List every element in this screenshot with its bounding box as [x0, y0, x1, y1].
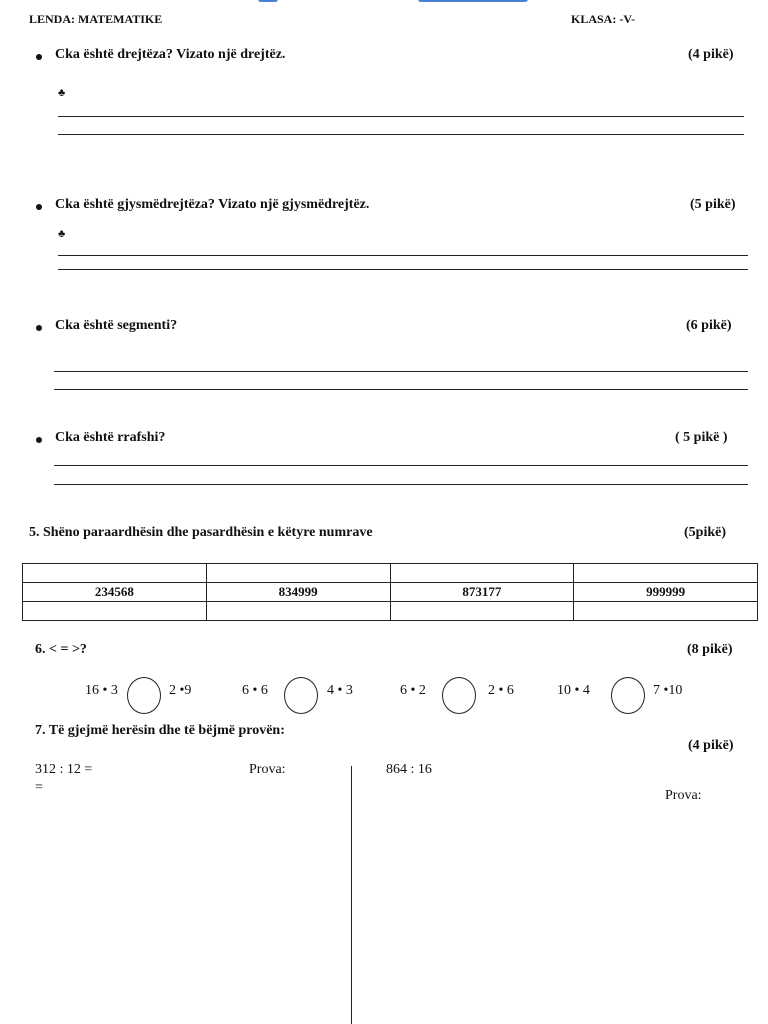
comparison-left: 6 • 2: [400, 683, 426, 698]
question-4-points: ( 5 pikë ): [675, 430, 728, 445]
answer-line[interactable]: [58, 134, 744, 135]
subject-label: LENDA: MATEMATIKE: [29, 12, 163, 26]
number-cell: 834999: [206, 583, 390, 602]
header-decoration: [418, 0, 528, 2]
number-cell: 873177: [390, 583, 574, 602]
question-5-title: 5. Shëno paraardhësin dhe pasardhësin e këtyre numrave: [29, 525, 373, 540]
bullet: [36, 204, 42, 210]
question-3-text: Cka është segmenti?: [55, 318, 178, 333]
bullet: [36, 54, 42, 60]
comparison-circle[interactable]: [127, 677, 161, 714]
question-3-points: (6 pikë): [686, 318, 732, 333]
bullet: [36, 437, 42, 443]
answer-cell[interactable]: [390, 564, 574, 583]
club-marker: ♣: [58, 228, 66, 240]
answer-cell[interactable]: [23, 602, 207, 621]
answer-line[interactable]: [54, 389, 748, 390]
comparison-circle[interactable]: [284, 677, 318, 714]
comparison-left: 16 • 3: [85, 683, 118, 698]
question-2-text: Cka është gjysmëdrejtëza? Vizato një gjysmëdrejtëz.: [55, 197, 370, 212]
bullet: [36, 325, 42, 331]
answer-line[interactable]: [58, 255, 748, 256]
answer-line[interactable]: [54, 465, 748, 466]
number-cell: 999999: [574, 583, 758, 602]
question-6-points: (8 pikë): [687, 642, 733, 657]
comparison-right: 7 •10: [653, 683, 683, 698]
check-label-left: Prova:: [249, 762, 286, 777]
answer-cell[interactable]: [206, 564, 390, 583]
question-2-points: (5 pikë): [690, 197, 736, 212]
number-cell: 234568: [23, 583, 207, 602]
answer-line[interactable]: [58, 269, 748, 270]
successor-row: [23, 602, 758, 621]
answer-cell[interactable]: [574, 602, 758, 621]
question-4-text: Cka është rrafshi?: [55, 430, 166, 445]
answer-cell[interactable]: [390, 602, 574, 621]
question-1-text: Cka është drejtëza? Vizato një drejtëz.: [55, 47, 286, 62]
question-7-points: (4 pikë): [688, 738, 734, 753]
header-decoration: [258, 0, 278, 2]
question-5-points: (5pikë): [684, 525, 726, 540]
comparison-circle[interactable]: [442, 677, 476, 714]
divider-line: [351, 766, 352, 1024]
division-expression-right: 864 : 16: [386, 762, 432, 777]
question-7-title: 7. Të gjejmë herësin dhe të bëjmë provën:: [35, 723, 285, 738]
division-equals: =: [35, 780, 43, 795]
answer-cell[interactable]: [23, 564, 207, 583]
answer-line[interactable]: [54, 484, 748, 485]
comparison-right: 4 • 3: [327, 683, 353, 698]
numbers-row: [23, 583, 758, 602]
predecessor-row: [23, 564, 758, 583]
comparison-right: 2 • 6: [488, 683, 514, 698]
question-6-title: 6. < = >?: [35, 642, 87, 657]
division-expression-left: 312 : 12 =: [35, 762, 93, 777]
answer-cell[interactable]: [206, 602, 390, 621]
comparison-right: 2 •9: [169, 683, 192, 698]
question-1-points: (4 pikë): [688, 47, 734, 62]
club-marker: ♣: [58, 87, 66, 99]
answer-line[interactable]: [54, 371, 748, 372]
comparison-circle[interactable]: [611, 677, 645, 714]
comparison-left: 10 • 4: [557, 683, 590, 698]
answer-cell[interactable]: [574, 564, 758, 583]
class-label: KLASA: -V-: [571, 12, 636, 26]
comparison-left: 6 • 6: [242, 683, 268, 698]
answer-line[interactable]: [58, 116, 744, 117]
numbers-table: [22, 563, 758, 621]
check-label-right: Prova:: [665, 788, 702, 803]
